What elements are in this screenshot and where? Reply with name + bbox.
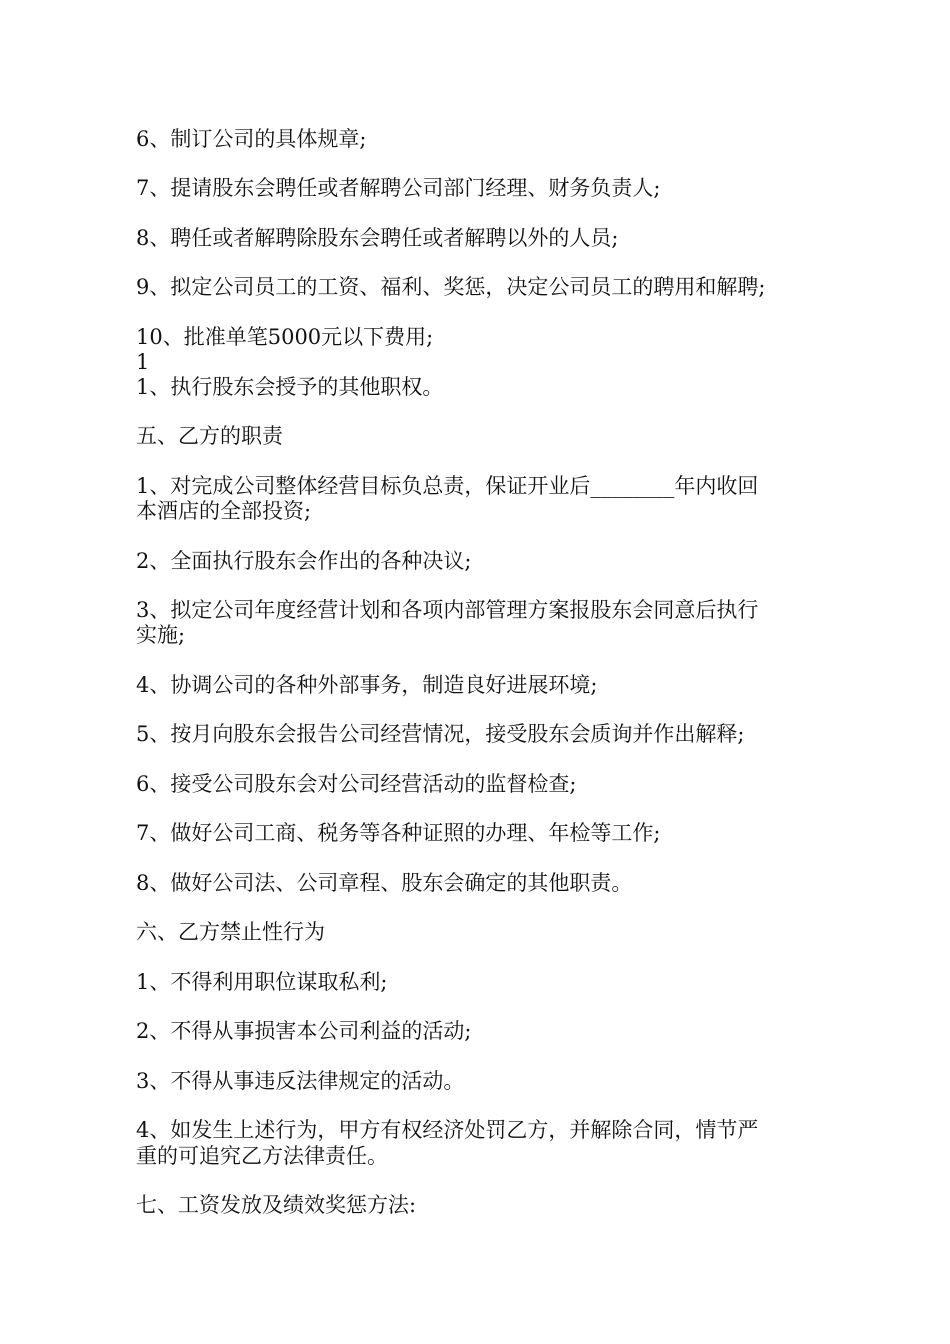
list-item: 10、批准单笔5000元以下费用; [136, 325, 434, 349]
list-item: 4、协调公司的各种外部事务，制造良好进展环境; [136, 673, 598, 697]
list-item: 3、不得从事违反法律规定的活动。 [136, 1069, 465, 1093]
list-item: 4、如发生上述行为，甲方有权经济处罚乙方，并解除合同，情节严 [136, 1118, 759, 1142]
list-item: 8、做好公司法、公司章程、股东会确定的其他职责。 [136, 871, 633, 895]
list-item: 1、执行股东会授予的其他职权。 [136, 375, 444, 399]
list-item-continuation: 本酒店的全部投资; [136, 499, 312, 523]
list-item: 2、不得从事损害本公司利益的活动; [136, 1019, 472, 1043]
list-item: 7、做好公司工商、税务等各种证照的办理、年检等工作; [136, 821, 661, 845]
list-item: 7、提请股东会聘任或者解聘公司部门经理、财务负责人; [136, 176, 661, 200]
section-heading: 五、乙方的职责 [136, 424, 283, 448]
list-item: 1、对完成公司整体经营目标负总责，保证开业后________年内收回 [136, 474, 759, 498]
section-heading: 六、乙方禁止性行为 [136, 920, 325, 944]
list-item-continuation: 重的可追究乙方法律责任。 [136, 1144, 388, 1168]
list-item: 3、拟定公司年度经营计划和各项内部管理方案报股东会同意后执行 [136, 598, 759, 622]
list-item: 9、拟定公司员工的工资、福利、奖惩，决定公司员工的聘用和解聘; [136, 275, 766, 299]
list-item: 1、不得利用职位谋取私利; [136, 970, 388, 994]
list-item: 6、接受公司股东会对公司经营活动的监督检查; [136, 772, 577, 796]
list-item: 5、按月向股东会报告公司经营情况，接受股东会质询并作出解释; [136, 722, 745, 746]
list-item: 2、全面执行股东会作出的各种决议; [136, 549, 472, 573]
section-heading: 七、工资发放及绩效奖惩方法: [136, 1193, 417, 1217]
list-item: 8、聘任或者解聘除股东会聘任或者解聘以外的人员; [136, 226, 619, 250]
page-number: 1 [136, 350, 150, 374]
list-item-continuation: 实施; [136, 623, 186, 647]
list-item: 6、制订公司的具体规章; [136, 127, 367, 151]
